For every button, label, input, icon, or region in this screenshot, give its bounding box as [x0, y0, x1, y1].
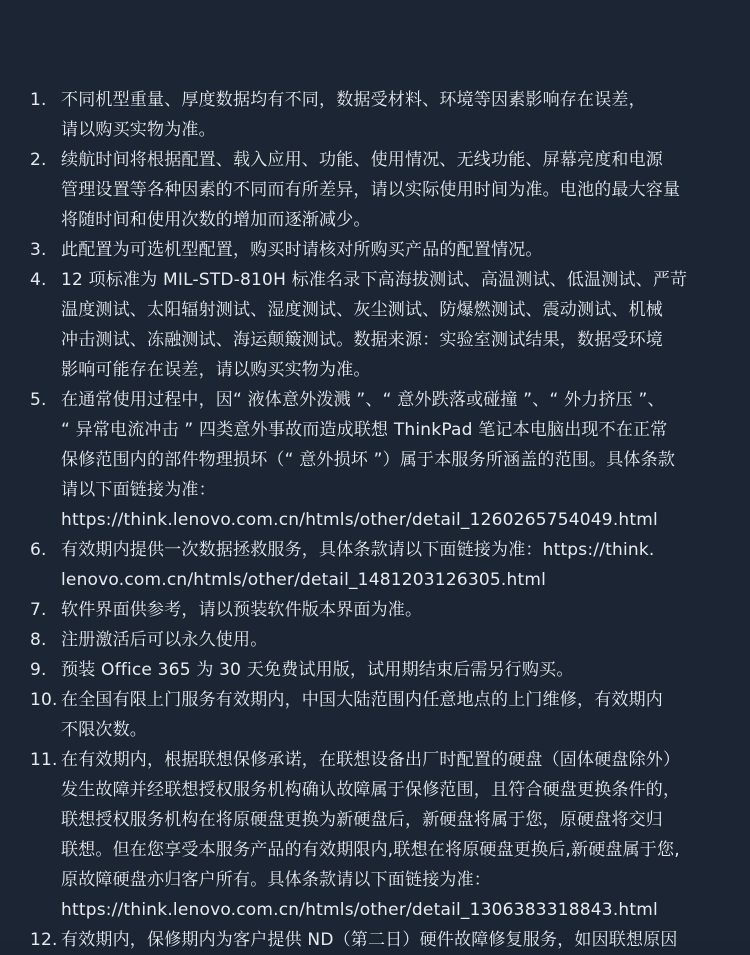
footnote-number: 6.: [30, 540, 47, 560]
footnote-text-line: 12 项标准为 MIL-STD-810H 标准名录下高海拔测试、高温测试、低温测试、严苛: [61, 270, 688, 290]
footnote-number: 9.: [30, 660, 47, 680]
footnote-item: [0, 685, 750, 745]
footnote-text-line: 不限次数。: [61, 720, 147, 740]
footnote-number: 8.: [30, 630, 47, 650]
footnote-item: [0, 655, 750, 685]
footnote-text-line: 有效期内提供一次数据拯救服务，具体条款请以下面链接为准：https://think.: [61, 540, 655, 560]
footnote-text-line: 在有效期内，根据联想保修承诺，在联想设备出厂时配置的硬盘（固体硬盘除外）: [61, 750, 681, 770]
footnote-text-line: 预装 Office 365 为 30 天免费试用版，试用期结束后需另行购买。: [61, 660, 574, 680]
footnote-text-line: https://think.lenovo.com.cn/htmls/other/detail_1260265754049.html: [61, 510, 658, 530]
footnote-text-line: 保修范围内的部件物理损坏（“ 意外损坏 ”）属于本服务所涵盖的范围。具体条款: [61, 450, 676, 470]
footnote-number: 5.: [30, 390, 47, 410]
footnote-text-line: 在通常使用过程中，因“ 液体意外泼溅 ”、“ 意外跌落或碰撞 ”、“ 外力挤压 ”、: [61, 390, 665, 410]
footnote-item: [0, 235, 750, 265]
footnote-text-line: 管理设置等各种因素的不同而有所差异，请以实际使用时间为准。电池的最大容量: [61, 180, 681, 200]
footnote-text-line: 此配置为可选机型配置，购买时请核对所购买产品的配置情况。: [61, 240, 543, 260]
footnote-text-line: 请以购买实物为准。: [61, 120, 216, 140]
footnote-text-line: 发生故障并经联想授权服务机构确认故障属于保修范围，且符合硬盘更换条件的，: [61, 780, 681, 800]
footnote-number: 3.: [30, 240, 47, 260]
footnote-number: 4.: [30, 270, 47, 290]
footnote-text-line: 冲击测试、冻融测试、海运颠簸测试。数据来源：实验室测试结果，数据受环境: [61, 330, 663, 350]
footnote-text-line: 影响可能存在误差，请以购买实物为准。: [61, 360, 371, 380]
footnote-text-line: 温度测试、太阳辐射测试、湿度测试、灰尘测试、防爆燃测试、震动测试、机械: [61, 300, 663, 320]
footnote-text-line: 联想授权服务机构在将原硬盘更换为新硬盘后，新硬盘将属于您，原硬盘将交归: [61, 810, 663, 830]
footnote-number: 1.: [30, 90, 47, 110]
footnote-text-line: 原故障硬盘亦归客户所有。具体条款请以下面链接为准：: [61, 870, 491, 890]
footnote-text-line: 联想。但在您享受本服务产品的有效期限内,联想在将原硬盘更换后,新硬盘属于您,: [61, 840, 680, 860]
footnote-item: [0, 535, 750, 595]
footnote-item: [0, 925, 750, 955]
footnote-text-line: https://think.lenovo.com.cn/htmls/other/detail_1306383318843.html: [61, 900, 658, 920]
footnote-text-line: lenovo.com.cn/htmls/other/detail_1481203126305.html: [61, 570, 547, 590]
footnote-text-line: 将随时间和使用次数的增加而逐渐减少。: [61, 210, 371, 230]
footnote-number: 10.: [30, 690, 58, 710]
footnote-text-line: 请以下面链接为准：: [61, 480, 216, 500]
footnote-text-line: 不同机型重量、厚度数据均有不同，数据受材料、环境等因素影响存在误差，: [61, 90, 646, 110]
footnote-number: 7.: [30, 600, 47, 620]
footnote-item: [0, 745, 750, 925]
footnote-number: 11.: [30, 750, 58, 770]
footnote-text-line: 有效期内，保修期内为客户提供 ND（第二日）硬件故障修复服务，如因联想原因: [61, 930, 678, 950]
footnote-item: [0, 595, 750, 625]
footnote-text-line: 续航时间将根据配置、载入应用、功能、使用情况、无线功能、屏幕亮度和电源: [61, 150, 663, 170]
footnote-item: [0, 625, 750, 655]
footnote-list: [0, 85, 750, 955]
footnote-text-line: 注册激活后可以永久使用。: [61, 630, 268, 650]
footnote-item: [0, 265, 750, 385]
footnote-item: [0, 85, 750, 145]
footnote-text-line: 在全国有限上门服务有效期内，中国大陆范围内任意地点的上门维修，有效期内: [61, 690, 663, 710]
footnote-number: 12.: [30, 930, 58, 950]
footnote-number: 2.: [30, 150, 47, 170]
footnote-item: [0, 145, 750, 235]
footnote-item: [0, 385, 750, 535]
footnote-text-line: 软件界面供参考，请以预装软件版本界面为准。: [61, 600, 423, 620]
footnote-text-line: “ 异常电流冲击 ” 四类意外事故而造成联想 ThinkPad 笔记本电脑出现不在正常: [61, 420, 668, 440]
